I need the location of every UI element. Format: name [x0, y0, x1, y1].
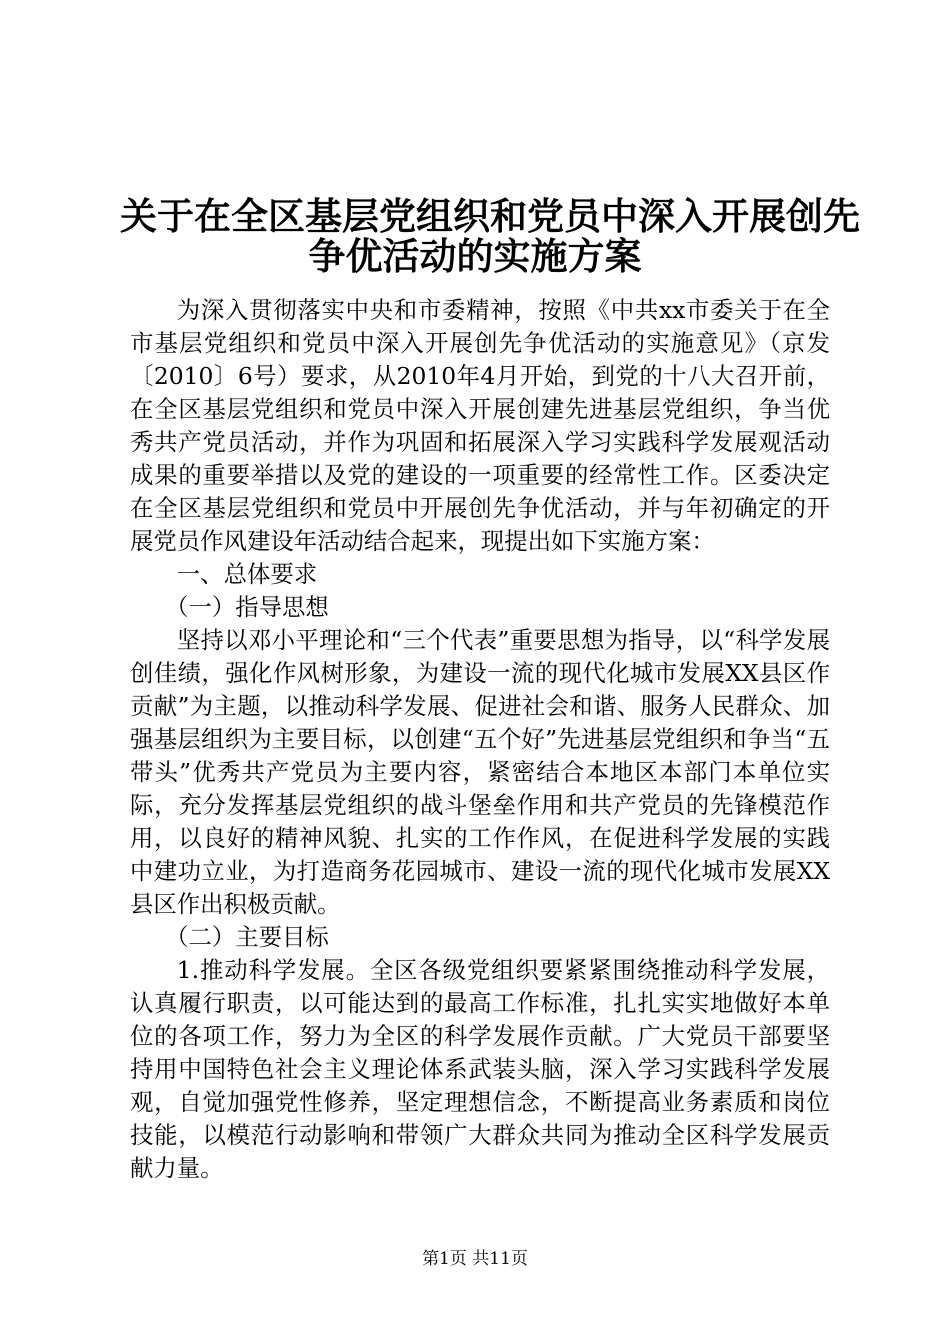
subsection-heading-guiding-ideology: （一）指导思想: [165, 593, 329, 621]
document-title-line1: 关于在全区基层党组织和党员中深入开展创先: [120, 194, 860, 238]
document-title-line2: 争优活动的实施方案: [308, 234, 642, 278]
subsection-heading-main-goals: （二）主要目标: [165, 923, 329, 951]
guiding-ideology-paragraph: 坚持以邓小平理论和“三个代表”重要思想为指导，以“科学发展创佳绩，强化作风树形象，为建设一流的现代化城市发展XX县区作贡献”为主题，以推动科学发展、促进社会和谐、服务人民群众、加强基层组织为主要目标，以创建“五个好”先进基层党组织和争当“五带头”优秀共产党员为主要内容，紧密结合本地区本部门本单位实际，充分发挥基层党组织的战斗堡垒作用和共产党员的先锋模范作用，以良好的精神风貌、扎实的工作作风，在促进科学发展的实践中建功立业，为打造商务花园城市、建设一流的现代化城市发展XX县区作出积极贡献。: [130, 626, 830, 918]
document-body: [130, 294, 830, 1185]
intro-paragraph: 为深入贯彻落实中央和市委精神，按照《中共xx市委关于在全市基层党组织和党员中深入开展创先争优活动的实施意见》（京发〔2010〕6号）要求，从2010年4月开始，到党的十八大召开前，在全区基层党组织和党员中深入开展创建先进基层党组织，争当优秀共产党员活动，并作为巩固和拓展深入学习实践科学发展观活动成果的重要举措以及党的建设的一项重要的经常性工作。区委决定在全区基层党组织和党员中开展创先争优活动，并与年初确定的开展党员作风建设年活动结合起来，现提出如下实施方案：: [130, 296, 830, 555]
goal-item-1-paragraph: 1.推动科学发展。全区各级党组织要紧紧围绕推动科学发展，认真履行职责，以可能达到的最高工作标准，扎扎实实地做好本单位的各项工作，努力为全区的科学发展作贡献。广大党员干部要坚持用中国特色社会主义理论体系武装头脑，深入学习实践科学发展观，自觉加强党性修养，坚定理想信念，不断提高业务素质和岗位技能，以模范行动影响和带领广大群众共同为推动全区科学发展贡献力量。: [130, 956, 830, 1182]
section-heading-general-requirements: 一、总体要求: [176, 560, 318, 588]
page-number-footer: 第1页 共11页: [422, 1249, 528, 1269]
